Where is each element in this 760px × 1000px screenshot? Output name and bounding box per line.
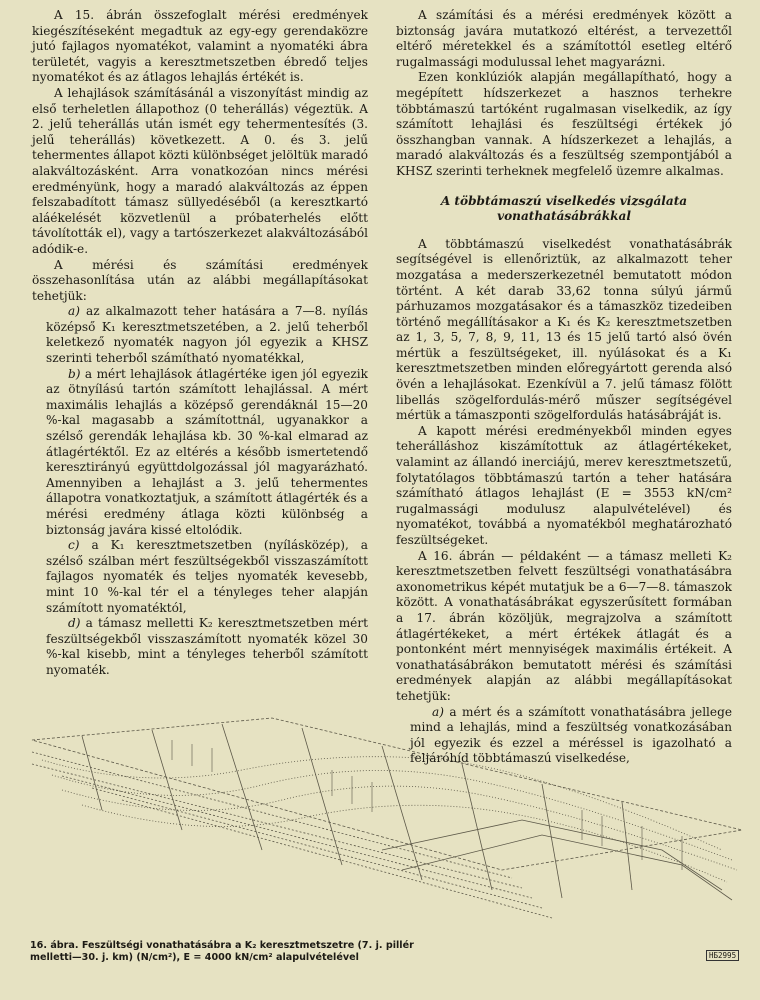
archive-stamp: НБ2995 — [706, 950, 739, 961]
axonometric-influence-diagram — [22, 700, 752, 936]
paragraph: A 16. ábrán — példaként — a támasz melleti K₂ keresztmetszetben felvett feszültségi vonathatásábra axonometrikus képét mutatjuk be a 6—7—8. támaszok között. A vonathatásábrákat egyszerűsített formában a 17. ábrán közöljük, megrajzolva a számított átlagértékeket, a mért értékek átlagát és a pontonként mért mennyiségek maximális értékeit. A vonathatásábrákon bemutatott mérési és számítási eredmények alapján az alábbi megállapításokat tehetjük: — [396, 548, 732, 703]
influence-diagram-figure — [22, 700, 752, 936]
paragraph: A számítási és a mérési eredmények között a biztonság javára mutatkozó eltérést, a tervezettől eltérő méretekkel és a számítottól esetleg eltérő rugalmassági modulussal lehet magyarázni. — [396, 8, 732, 69]
caption-line: melletti—30. j. km) (N/cm²), E = 4000 kN/cm² alapulvételével — [30, 952, 359, 964]
list-item-text: az alkalmazott teher hatására a 7—8. nyílás középső K₁ keresztmetszetében, a 2. jelű teherből keletkező nyomaték nagyon jól egyezik a KHSZ szerinti teherből számítható nyomatékkal, — [46, 304, 368, 366]
list-marker: c) — [68, 538, 80, 553]
paragraph: Ezen konklúziók alapján megállapítható, hogy a megépített hídszerkezet a hasznos terhekre többtámaszú tartóként rugalmasan viselkedik, az így számított lehajlási és feszültségi értékek jó összhangban vannak. A hídszerkezet a lehajlás, a maradó alakváltozás és a feszültség szempontjából a KHSZ szerinti terheknek megfelelő üzemre alkalmas. — [396, 70, 732, 178]
list-item — [32, 304, 368, 366]
list-item — [32, 367, 368, 539]
list-marker: a) — [68, 304, 80, 319]
paragraph: A lehajlások számításánál a viszonyítást mindig az első terheletlen állapothoz (0 teherállás) végeztük. A 2. jelű teherállás után ismét egy tehermentesítés (3. jelű teherállás) következett. A 0. és 3. jelű tehermentes állapot közti különbséget jelöltük maradó alakváltozásként. Arra vonatkozóan nincs mérési eredményünk, hogy a maradó alakváltozás az éppen felszabadított támasz süllyedéséből (a keresztkartó aláékelését közvetlenül a próbaterhelés előtt távolították el), vagy a tartószerkezet alakváltozásából adódik-e. — [32, 85, 368, 256]
right-column — [396, 8, 732, 767]
paragraph: A többtámaszú viselkedést vonathatásábrák segítségével is ellenőriztük, az alkalmazott teher mozgatása a mederszerkezetnél bemutatott módon történt. A két darab 33,62 tonna súlyú jármű párhuzamos mozgatásakor és a támaszköz tizedeiben történő megállításakor a K₁ és K₂ keresztmetszetben az 1, 3, 5, 7, 8, 9, 11, 13 és 15 jelű tartó alsó övén mértük a feszültségeket, ill. nyúlásokat és a K₁ keresztmetszetben minden előregyártott gerenda alsó övén a lehajlásokat. Ezenkívül a 7. jelű támasz fölött libellás szögelfordulás-mérő műszer segítségével mértük a támaszponti szögelfordulás hatásábráját is. — [396, 236, 732, 423]
list-marker: d) — [68, 616, 81, 631]
section-heading-line: vonathatásábrákkal — [497, 209, 631, 224]
list-marker: a) — [432, 704, 444, 719]
list-item — [32, 538, 368, 616]
left-column — [32, 8, 368, 679]
list-item-text: a támasz melletti K₂ keresztmetszetben mért feszültségekből visszaszámított nyomaték közel 30 %-kal kisebb, mint a tényleges teherből számított nyomaték. — [46, 616, 368, 677]
paragraph: A 15. ábrán összefoglalt mérési eredmények kiegészítéseként megadtuk az egy-egy gerendaközre jutó fajlagos nyomatékot, valamint a nyomatéki ábra területét, vagyis a keresztmetszetben ébredő teljes nyomatékot és az átlagos lehajlás értékét is. — [32, 8, 368, 85]
paragraph: A mérési és számítási eredmények összehasonlítása után az alábbi megállapításokat tehetjük: — [32, 257, 368, 303]
caption-line: 16. ábra. Feszültségi vonathatásábra a K₂ keresztmetszetre (7. j. pillér — [30, 940, 414, 951]
paragraph: A kapott mérési eredményekből minden egyes teherálláshoz kiszámítottuk az átlagértékeket, valamint az állandó inerciájú, merev keresztmetszetű, folytatólagos többtámaszú tartón a teher hatására számítható átlagos lehajlást (E = 3553 kN/cm² rugalmassági modulusz alapulvételével) és nyomatékot, továbbá a nyomatékból meghatározható feszültségeket. — [396, 423, 732, 547]
section-heading-line: A többtámaszú viselkedés vizsgálata — [440, 193, 688, 208]
section-heading — [396, 194, 732, 225]
list-item-text: a mért és a számított vonathatásábra jellege mind a lehajlás, mind a feszültség vonatkozásában jól egyezik és ezzel a méréssel is igazolható a feljáróhíd többtámaszú viselkedése, — [410, 704, 732, 766]
figure-caption — [30, 940, 630, 965]
list-item-text: a mért lehajlások átlagértéke igen jól egyezik az ötnyílású tartón számított lehajlással. A mért maximális lehajlás a középső gerendáknál 15—20 %-kal magasabb a számítottnál, ugyanakkor a szélső gerendák lehajlása kb. 30 %-kal elmarad az átlagértéktől. Ez az eltérés a később ismertetendő keresztirányú együttdolgozással jól magyarázható. Amennyiben a lehajlást a 3. jelű tehermentes állapotra vonatkoztatjuk, a számított átlagérték és a mérési eredmény átlaga közti különbség a biztonság javára kissé eltolódik. — [46, 366, 368, 537]
list-item-text: a K₁ keresztmetszetben (nyílásközép), a szélső szálban mért feszültségekből visszaszámított fajlagos nyomaték és teljes nyomaték kevesebb, mint 10 %-kal tér el a tényleges teher alapján számított nyomatéktól, — [46, 538, 368, 615]
list-marker: b) — [68, 366, 81, 381]
list-item — [32, 616, 368, 678]
